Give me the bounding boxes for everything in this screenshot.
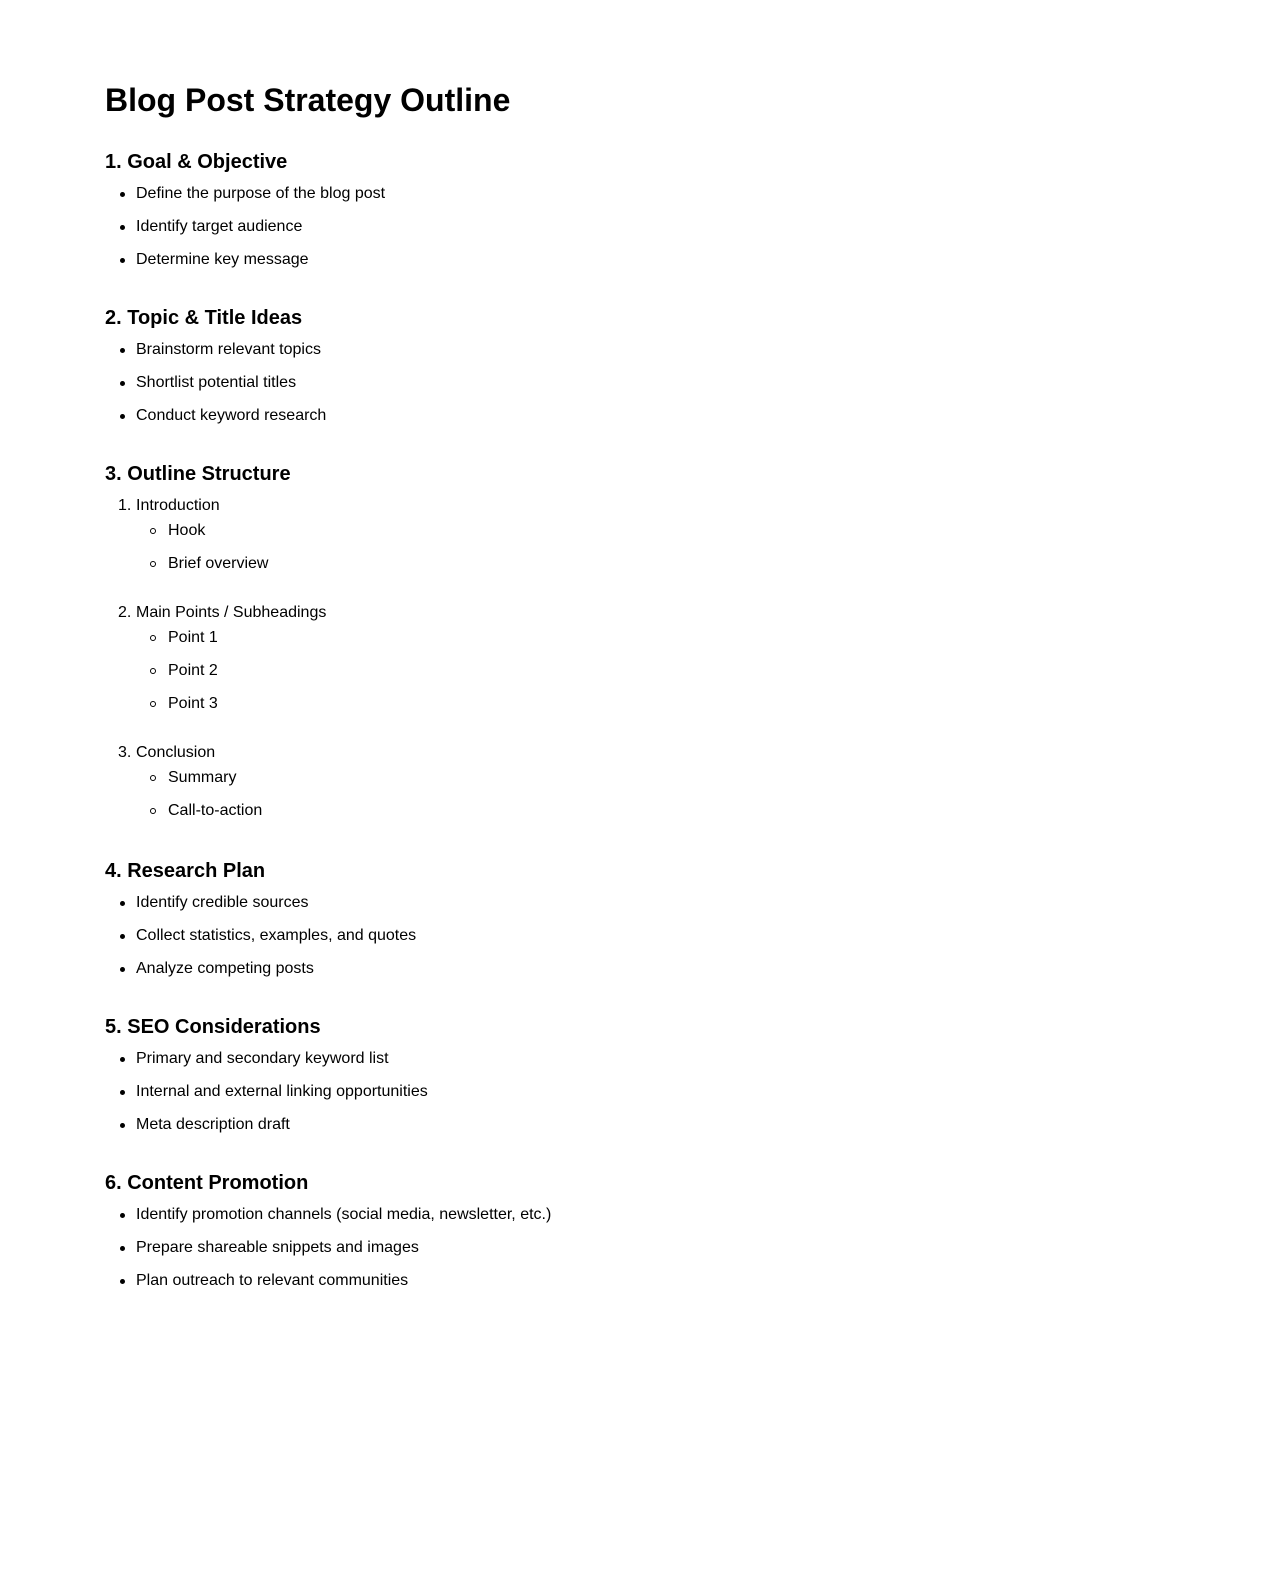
section-research-plan [105,859,1105,978]
list-item: Determine key message [105,250,1105,269]
list-item: Collect statistics, examples, and quotes [105,926,1105,945]
sub-list-item: Brief overview [136,554,1105,573]
outline-item-label: Introduction [136,497,220,514]
section-heading: 6. Content Promotion [105,1172,309,1194]
list-item: Identify credible sources [105,893,1105,912]
section-heading: 1. Goal & Objective [105,151,288,173]
bullet-list [105,1205,1105,1288]
outline-item-main-points [105,603,1105,713]
bullet-list [105,340,1105,425]
list-item: Identify target audience [105,217,1105,236]
outline-item-label: Conclusion [136,744,216,761]
list-item: Define the purpose of the blog post [105,184,1105,203]
list-item: Prepare shareable snippets and images [105,1238,1105,1257]
section-heading: 2. Topic & Title Ideas [105,307,303,329]
sub-list-item: Hook [136,521,1105,540]
list-item: Primary and secondary keyword list [105,1049,1105,1068]
list-item: Shortlist potential titles [105,373,1105,392]
sub-list [136,521,1105,573]
list-item: Brainstorm relevant topics [105,340,1105,359]
section-outline-structure [105,462,1105,820]
list-item: Plan outreach to relevant communities [105,1271,1105,1288]
sub-list-item: Summary [136,768,1105,787]
bullet-list [105,893,1105,978]
section-seo-considerations [105,1015,1105,1134]
sub-list [136,768,1105,820]
list-number: 1. [118,497,132,514]
section-topic-title-ideas [105,306,1105,425]
list-number: 3. [118,744,132,761]
outline-item-introduction [105,496,1105,573]
section-heading: 4. Research Plan [105,860,266,882]
outline-item-label: Main Points / Subheadings [136,604,327,621]
sub-list-item: Point 3 [136,694,1105,713]
section-heading: 3. Outline Structure [105,463,291,485]
sub-list-item: Point 2 [136,661,1105,680]
sub-list-item: Call-to-action [136,801,1105,820]
sub-list [136,628,1105,713]
sub-list-item: Point 1 [136,628,1105,647]
section-heading: 5. SEO Considerations [105,1016,321,1038]
section-goal-objective [105,150,1105,269]
list-number: 2. [118,604,132,621]
list-item: Conduct keyword research [105,406,1105,425]
numbered-list [105,496,1105,820]
page-title: Blog Post Strategy Outline [105,82,511,118]
outline-item-conclusion [105,743,1105,820]
bullet-list [105,184,1105,269]
list-item: Internal and external linking opportunities [105,1082,1105,1101]
list-item: Meta description draft [105,1115,1105,1134]
section-content-promotion [105,1171,1105,1288]
list-item: Analyze competing posts [105,959,1105,978]
list-item: Identify promotion channels (social media, newsletter, etc.) [105,1205,1105,1224]
bullet-list [105,1049,1105,1134]
